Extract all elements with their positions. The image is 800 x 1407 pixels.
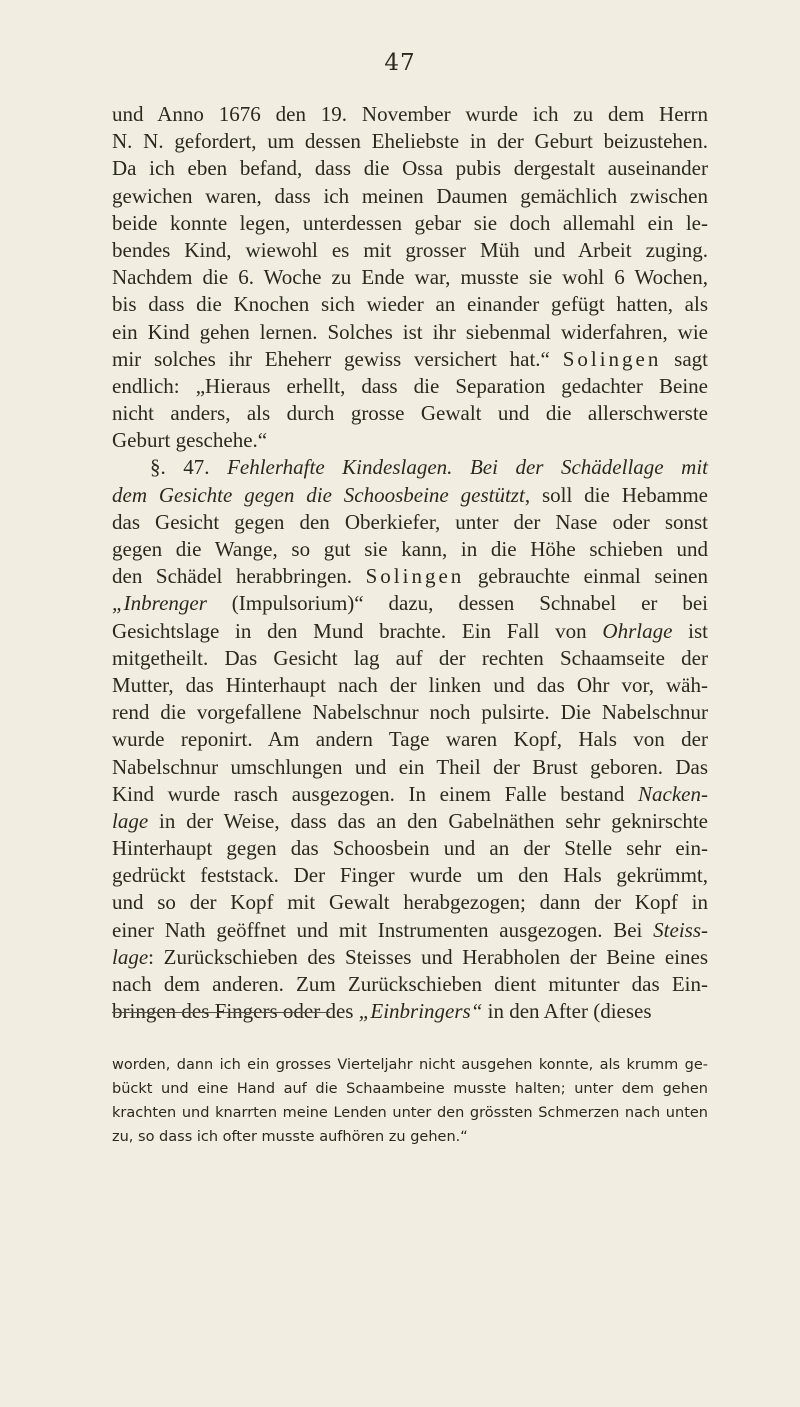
text-line [112, 808, 708, 835]
text-run: in der Weise, dass das an den Gabelnäthen sehr geknirschte [148, 808, 708, 833]
spaced-name: Solingen [365, 564, 465, 589]
text-line [112, 482, 708, 509]
italic-term: Nacken- [638, 781, 708, 806]
text-line: Nabelschnur umschlungen und ein Theil der Brust geboren. Das [112, 754, 708, 779]
text-line: nicht anders, als durch grosse Gewalt und die allerschwerste [112, 401, 708, 426]
italic-term: Ohrlage [602, 618, 673, 643]
body-text [112, 101, 708, 1025]
italic-term: lage [112, 944, 149, 969]
text-line: und Anno 1676 den 19. November wurde ich zu dem Herrn [112, 102, 708, 126]
text-line: gewichen waren, dass ich meinen Daumen gemächlich zwischen [112, 183, 708, 208]
text-line: ein Kind gehen lernen. Solches ist ihr siebenmal widerfahren, wie [112, 319, 708, 344]
spaced-name: Solingen [562, 346, 662, 371]
text-line: beide konnte legen, unterdessen gebar sie doch allemahl ein le- [112, 210, 708, 235]
text-line: Nachdem die 6. Woche zu Ende war, musste sie wohl 6 Wochen, [112, 265, 708, 290]
text-run: einer Nath geöffnet und mit Instrumenten ausgezogen. Bei [112, 917, 654, 942]
text-line [112, 454, 708, 481]
text-run: Kind wurde rasch ausgezogen. In einem Falle bestand [112, 781, 639, 806]
italic-term: dem Gesichte gegen die Schoosbeine gestützt [112, 482, 525, 507]
text-run: in den After (dieses [482, 999, 652, 1024]
text-line [112, 563, 708, 590]
footnote-line: zu, so dass ich ofter musste aufhören zu gehen.“ [112, 1129, 468, 1145]
footnote-line: bückt und eine Hand auf die Schaambeine musste halten; unter dem gehen [112, 1081, 708, 1097]
italic-term: Fehlerhafte Kindeslagen. Bei der Schädellage mit [227, 455, 708, 480]
italic-term: Steiss- [653, 917, 708, 942]
text-run: Gesichtslage in den Mund brachte. Ein Fall von [112, 618, 603, 643]
text-line [112, 346, 708, 373]
text-line: bis dass die Knochen sich wieder an einander gefügt hatten, als [112, 292, 708, 317]
text-line [112, 944, 708, 971]
text-run: bringen des Fingers oder des [112, 999, 359, 1024]
text-run: : Zurückschieben des Steisses und Herabholen der Beine eines [148, 944, 708, 969]
footnote-divider [112, 1012, 330, 1013]
text-line: Mutter, das Hinterhaupt nach der linken und das Ohr vor, wäh- [112, 672, 708, 697]
text-run: sagt [661, 346, 709, 371]
text-run: mir solches ihr Eheherr gewiss versichert hat.“ [112, 346, 563, 371]
text-line: N. N. gefordert, um dessen Eheliebste in der Geburt beizustehen. [112, 129, 708, 154]
text-line: das Gesicht gegen den Oberkiefer, unter der Nase oder sonst [112, 509, 708, 534]
footnote-line: krachten und knarrten meine Lenden unter den grössten Schmerzen nach unten [112, 1105, 708, 1121]
footnote [112, 1053, 708, 1149]
italic-term: lage [112, 808, 149, 833]
page-number: 47 [384, 50, 416, 76]
text-run: , soll die Hebamme [524, 482, 709, 507]
text-line [112, 618, 708, 645]
text-line: nach dem anderen. Zum Zurückschieben dient mitunter das Ein- [112, 972, 708, 996]
text-line: Da ich eben befand, dass die Ossa pubis dergestalt auseinander [112, 156, 708, 181]
text-line: und so der Kopf mit Gewalt herabgezogen; dann der Kopf in [112, 890, 708, 915]
text-line [112, 590, 708, 617]
italic-term: „Einbringers“ [358, 999, 483, 1024]
text-line: Hinterhaupt gegen das Schoosbein und an der Stelle sehr ein- [112, 836, 708, 861]
text-line [112, 781, 708, 808]
text-line: bendes Kind, wiewohl es mit grosser Müh und Arbeit zuging. [112, 237, 708, 262]
text-run: gebrauchte einmal seinen [464, 564, 708, 589]
text-line [112, 917, 708, 944]
text-line: rend die vorgefallene Nabelschnur noch pulsirte. Die Nabelschnur [112, 700, 708, 725]
text-line: gegen die Wange, so gut sie kann, in die Höhe schieben und [112, 537, 708, 561]
text-line: gedrückt feststack. Der Finger wurde um den Hals gekrümmt, [112, 863, 708, 888]
footnote-line: worden, dann ich ein grosses Vierteljahr nicht ausgehen konnte, als krumm ge- [112, 1057, 708, 1073]
text-line: endlich: „Hieraus erhellt, dass die Separation gedachter Beine [112, 373, 708, 398]
italic-term: „Inbrenger [112, 591, 207, 616]
text-run: den Schädel herabbringen. [112, 564, 366, 589]
text-run: (Impulsorium)“ dazu, dessen Schnabel er bei [206, 591, 708, 616]
text-run: ist [672, 618, 709, 643]
text-line: Geburt geschehe.“ [112, 428, 268, 453]
text-run: §. 47. [150, 455, 228, 480]
text-line: mitgetheilt. Das Gesicht lag auf der rechten Schaamseite der [112, 645, 708, 670]
text-line: wurde reponirt. Am andern Tage waren Kopf, Hals von der [112, 727, 708, 752]
